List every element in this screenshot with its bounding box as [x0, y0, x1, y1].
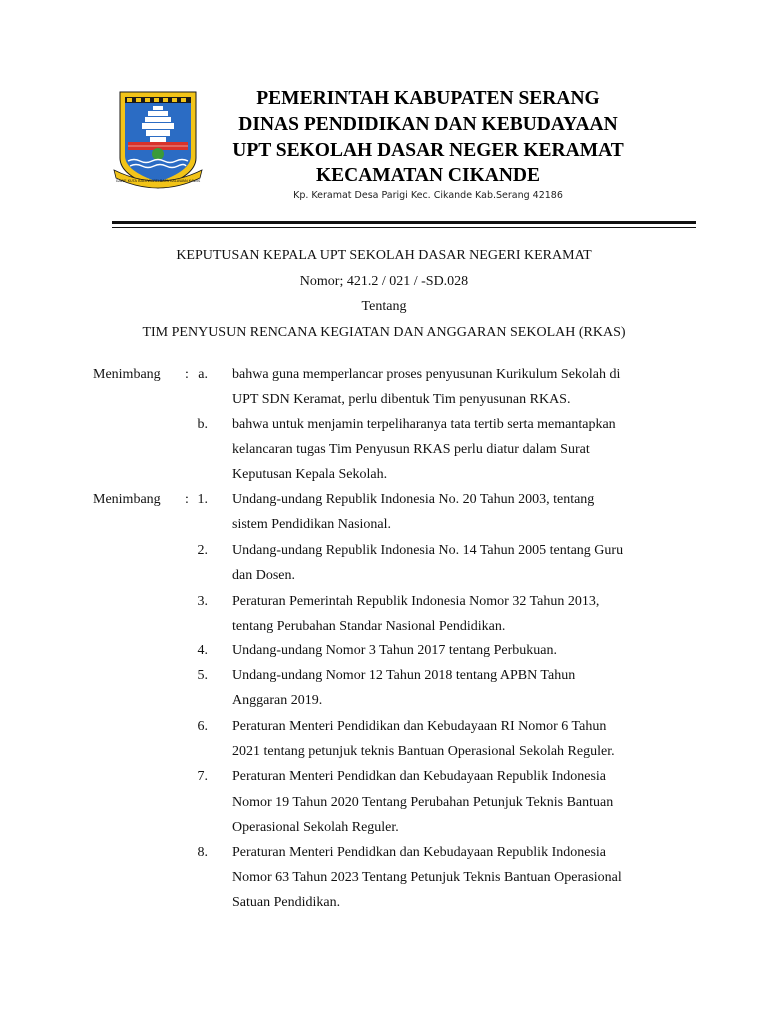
list-item-marker: a.: [198, 367, 208, 382]
letterhead-address: Kp. Keramat Desa Parigi Kec. Cikande Kab.Serang 42186: [293, 190, 563, 201]
list-item-marker: 6.: [197, 719, 208, 734]
list-item-marker: 3.: [197, 594, 208, 609]
list-item-marker: 8.: [197, 845, 208, 860]
decree-about: Tentang: [361, 299, 407, 314]
list-item-line: Peraturan Menteri Pendidkan dan Kebudayaan Republik Indonesia: [232, 845, 607, 860]
decree-subject: TIM PENYUSUN RENCANA KEGIATAN DAN ANGGARAN SEKOLAH (RKAS): [142, 325, 626, 340]
svg-text:GAWE KUTA BALUWARTI BATA KALAW: GAWE KUTA BALUWARTI BATA KALAWAN KAWIS: [115, 179, 201, 183]
list-item-line: Anggaran 2019.: [232, 693, 323, 708]
list-item-marker: 1.: [197, 492, 208, 507]
list-item-line: bahwa untuk menjamin terpeliharanya tata tertib serta memantapkan: [232, 417, 616, 432]
list-item-line: Undang-undang Nomor 12 Tahun 2018 tentang APBN Tahun: [232, 668, 576, 683]
list-item-line: Undang-undang Nomor 3 Tahun 2017 tentang Perbukuan.: [232, 643, 557, 658]
list-item-line: Peraturan Menteri Pendidkan dan Kebudayaan Republik Indonesia: [232, 769, 607, 784]
list-item-line: Satuan Pendidikan.: [232, 895, 341, 910]
list-item-line: Undang-undang Republik Indonesia No. 14 Tahun 2005 tentang Guru: [232, 543, 624, 558]
letterhead-department-line: DINAS PENDIDIKAN DAN KEBUDAYAAN: [238, 114, 618, 135]
observing-label: Menimbang: [93, 492, 161, 507]
list-item-marker: 2.: [197, 543, 208, 558]
list-item-line: Keputusan Kepala Sekolah.: [232, 467, 388, 482]
list-item-line: Nomor 19 Tahun 2020 Tentang Perubahan Petunjuk Teknis Bantuan: [232, 795, 614, 810]
letterhead-divider-thin: [112, 227, 696, 228]
list-item-marker: 4.: [197, 643, 208, 658]
regency-emblem-logo: [112, 88, 204, 192]
list-item-line: kelancaran tugas Tim Penyusun RKAS perlu diatur dalam Surat: [232, 442, 590, 457]
list-item-line: bahwa guna memperlancar proses penyusunan Kurikulum Sekolah di: [232, 367, 621, 382]
considering-label: Menimbang: [93, 367, 161, 382]
observing-colon: :: [185, 492, 189, 507]
list-item-line: sistem Pendidikan Nasional.: [232, 517, 392, 532]
list-item-line: Operasional Sekolah Reguler.: [232, 820, 399, 835]
list-item-marker: 5.: [197, 668, 208, 683]
decree-title: KEPUTUSAN KEPALA UPT SEKOLAH DASAR NEGERI KERAMAT: [176, 248, 592, 263]
list-item-marker: 7.: [197, 769, 208, 784]
list-item-line: Peraturan Pemerintah Republik Indonesia Nomor 32 Tahun 2013,: [232, 594, 600, 609]
list-item-marker: b.: [197, 417, 208, 432]
letterhead-school-line: UPT SEKOLAH DASAR NEGER KERAMAT: [232, 140, 624, 161]
decree-number: Nomor; 421.2 / 021 / -SD.028: [299, 274, 469, 289]
list-item-line: Peraturan Menteri Pendidikan dan Kebudayaan RI Nomor 6 Tahun: [232, 719, 607, 734]
considering-colon: :: [185, 367, 189, 382]
list-item-line: Nomor 63 Tahun 2023 Tentang Petunjuk Teknis Bantuan Operasional: [232, 870, 622, 885]
letterhead-district-line: KECAMATAN CIKANDE: [315, 165, 541, 186]
letterhead-government-line: PEMERINTAH KABUPATEN SERANG: [256, 88, 600, 109]
letterhead-divider-thick: [112, 221, 696, 224]
list-item-line: dan Dosen.: [232, 568, 295, 583]
list-item-line: 2021 tentang petunjuk teknis Bantuan Operasional Sekolah Reguler.: [232, 744, 615, 759]
list-item-line: Undang-undang Republik Indonesia No. 20 Tahun 2003, tentang: [232, 492, 595, 507]
list-item-line: UPT SDN Keramat, perlu dibentuk Tim penyusunan RKAS.: [232, 392, 571, 407]
list-item-line: tentang Perubahan Standar Nasional Pendidikan.: [232, 619, 506, 634]
